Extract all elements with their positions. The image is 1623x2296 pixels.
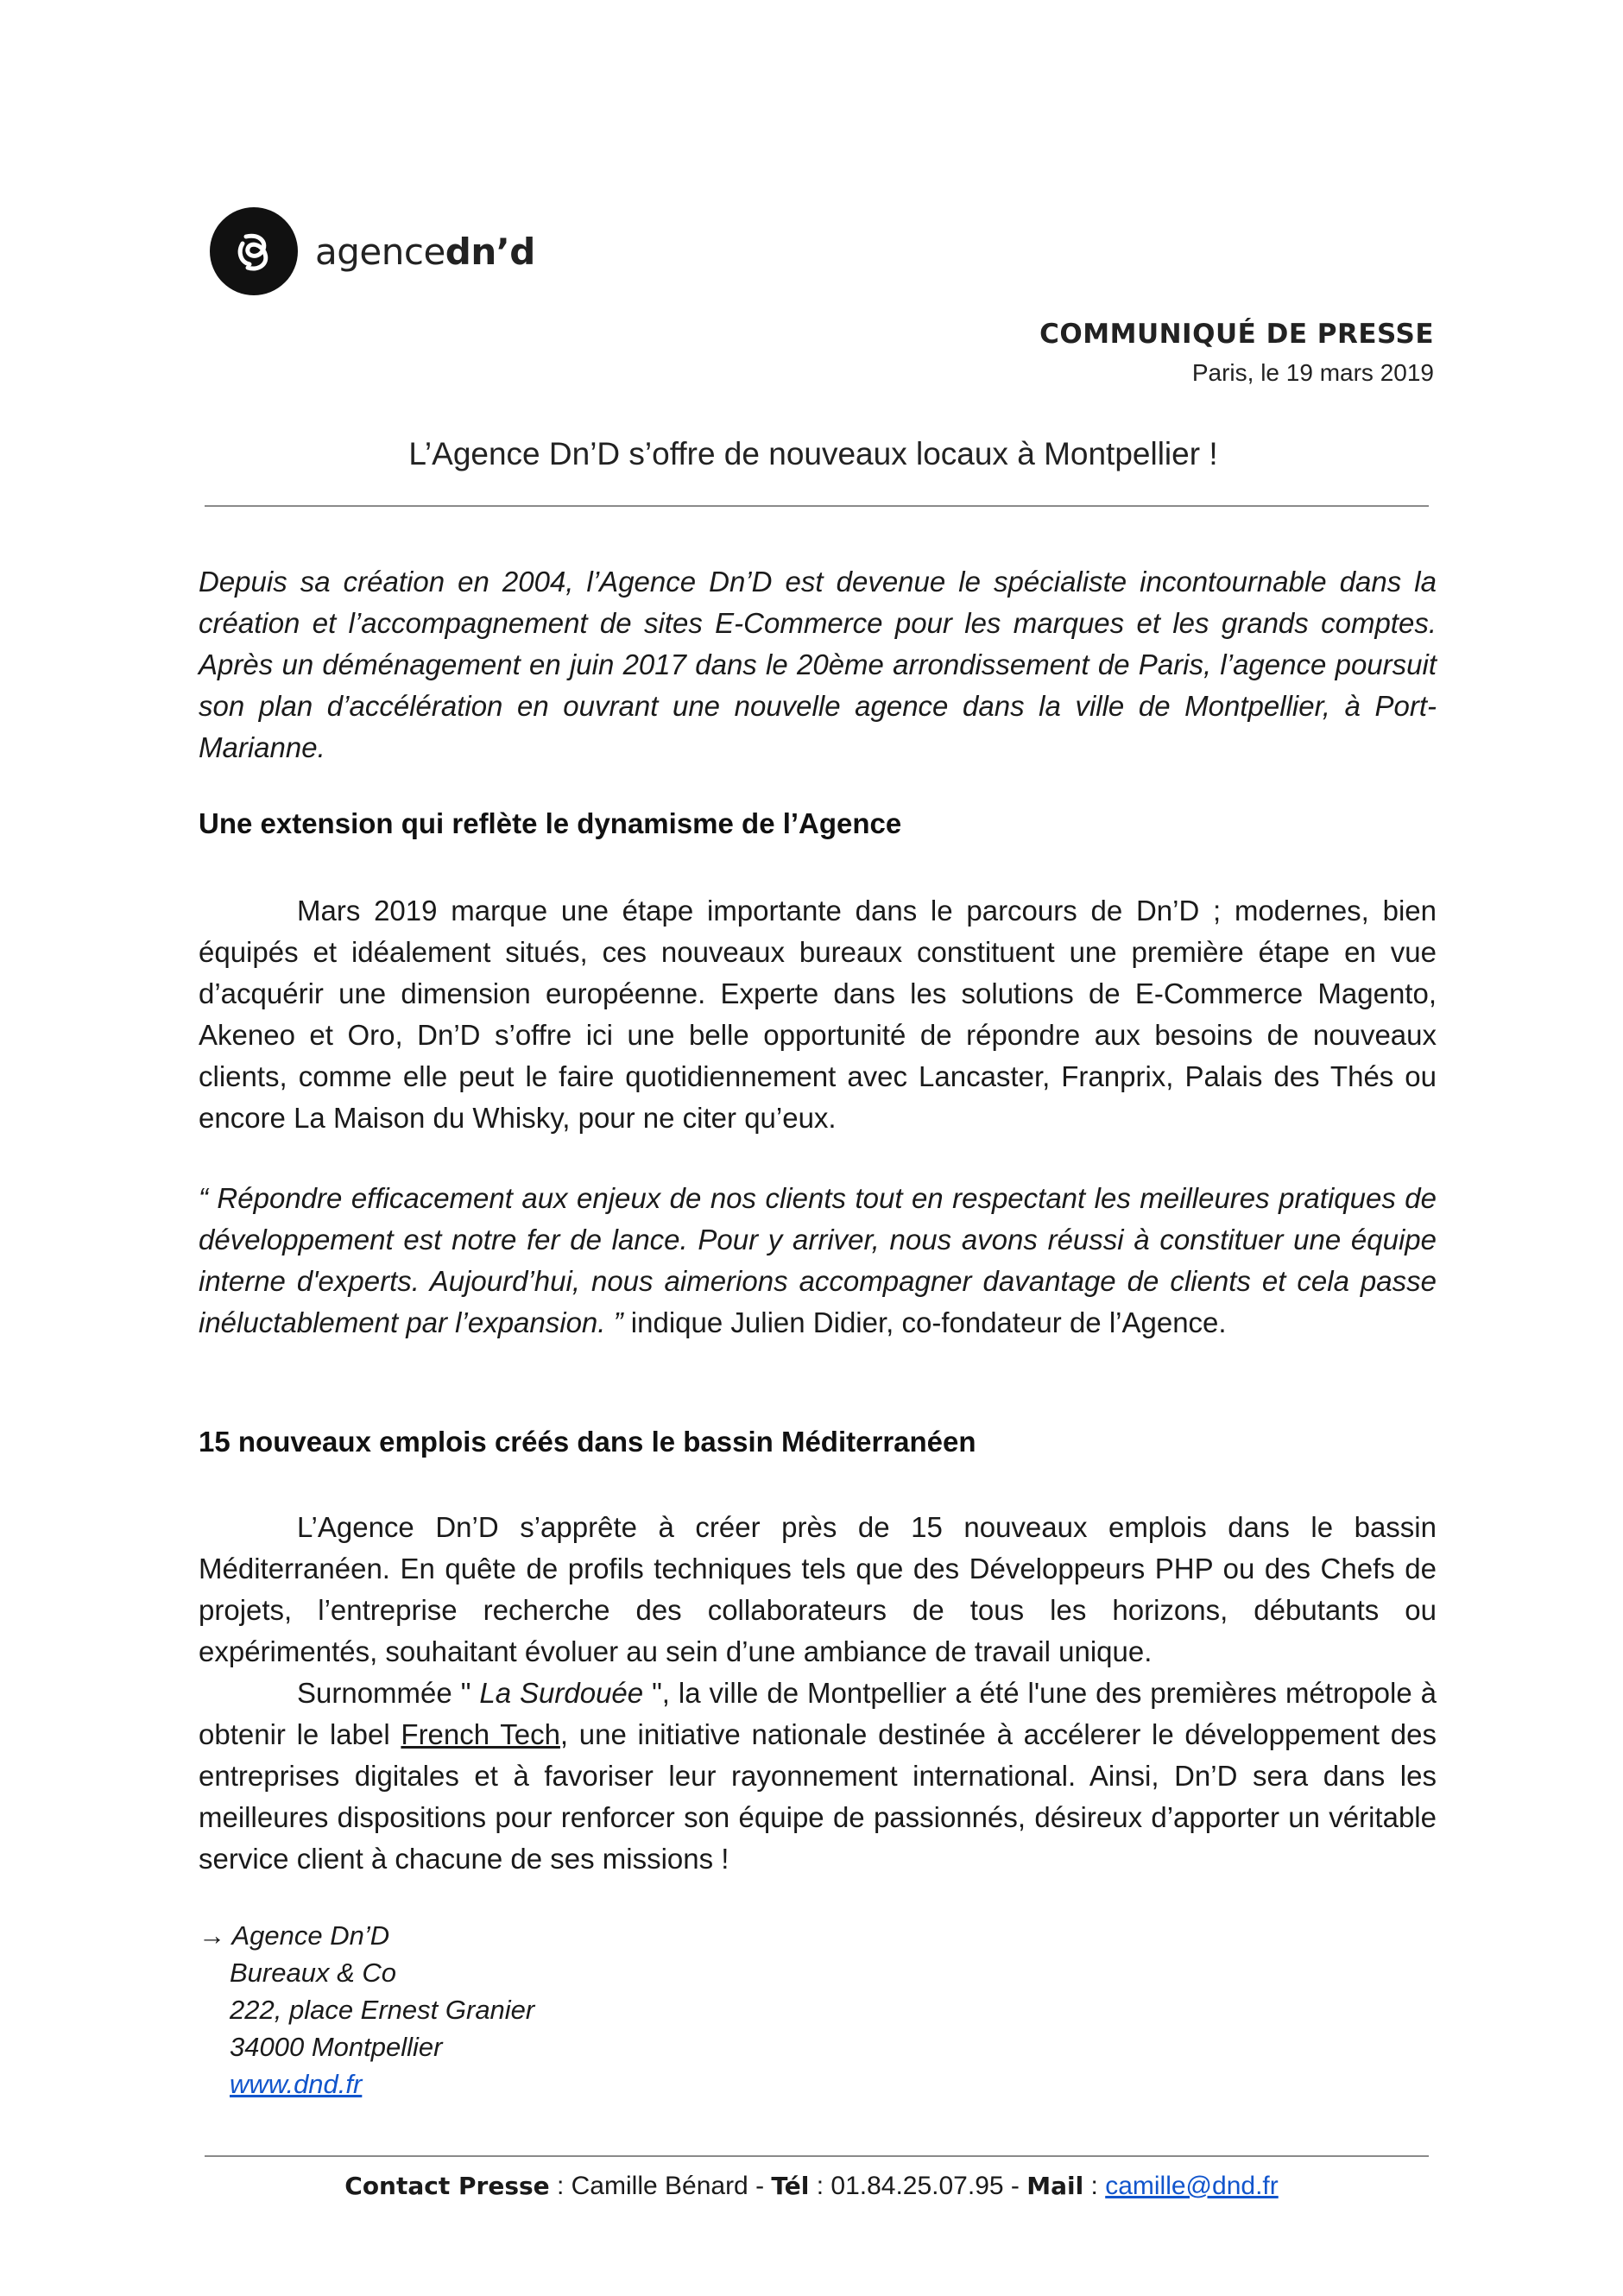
address-company: → Agence Dn’D [199,1920,390,1951]
brand-logo [210,207,535,295]
section2-paragraph-2: Surnommée " La Surdouée ", la ville de Montpellier a été l'une des premières métropole à obtenir le label French Tech, une initiative nationale destinée à accélerer le développement des entreprises digitales et à favoriser leur rayonnement international. Ainsi, Dn’D sera dans les meilleures dispositions pour renforcer son équipe de passionnés, désireux d’apporter un véritable service client à chacune de ses missions ! [199,1677,1437,1875]
french-tech-link[interactable]: French Tech [401,1718,560,1750]
quote-text: “ Répondre efficacement aux enjeux de nos clients tout en respectant les meilleures pratiques de développement est notre fer de lance. Pour y arriver, nous avons réussi à constituer une équipe interne d'experts. Aujourd’hui, nous aimerions accompagner davantage de clients et cela passe inéluctablement par l’expansion. ” [199,1182,1437,1338]
section-heading-jobs: 15 nouveaux emplois créés dans le bassin Méditerranéen [199,1426,976,1458]
release-date: Paris, le 19 mars 2019 [1191,359,1434,386]
contact-label: Contact Presse [344,2172,550,2200]
press-release-label: COMMUNIQUÉ DE PRESSE [1039,319,1434,350]
mail-label: Mail [1026,2172,1084,2200]
dnd-swirl-logo-icon [210,207,298,295]
title-divider [205,505,1429,507]
email-link[interactable]: camille@dnd.fr [1105,2172,1279,2200]
tel-label: Tél [771,2172,810,2200]
section-heading-extension: Une extension qui reflète le dynamisme de l’Agence [199,807,902,839]
address-line-3: 34000 Montpellier [230,2032,443,2062]
section1-paragraph: Mars 2019 marque une étape importante dans le parcours de Dn’D ; modernes, bien équipés et idéalement situés, ces nouveaux bureaux constituent une première étape en vue d’acquérir une dimension européenne. Experte dans les solutions de E-Commerce Magento, Akeneo et Oro, Dn’D s’offre ici une belle opportunité de répondre aux besoins de nouveaux clients, comme elle peut le faire quotidiennement avec Lancaster, Franprix, Palais des Thés ou encore La Maison du Whisky, pour ne citer qu’eux. [199,895,1437,1134]
logo-wordmark: agencedn’d [315,230,535,273]
website-link[interactable]: www.dnd.fr [230,2069,363,2099]
address-block [199,1917,534,2103]
section2-paragraph-1: L’Agence Dn’D s’apprête à créer près de 15 nouveaux emplois dans le bassin Méditerranéen. En quête de profils techniques tels que des Développeurs PHP ou des Chefs de projets, l’entreprise recherche des collaborateurs de tous les horizons, débutants ou expérimentés, souhaitant évoluer au sein d’une ambiance de travail unique. [199,1511,1437,1667]
footer-divider [205,2155,1429,2157]
arrow-icon: → [199,1920,225,1951]
address-line-2: 222, place Ernest Granier [230,1995,535,2025]
quote-paragraph [199,1178,1437,1344]
footer-contact: Contact Presse : Camille Bénard - Tél : 01.84.25.07.95 - Mail : camille@dnd.fr [344,2172,1279,2200]
quote-attribution: indique Julien Didier, co-fondateur de l’Agence. [622,1306,1227,1338]
address-line-1: Bureaux & Co [230,1958,396,1988]
intro-paragraph: Depuis sa création en 2004, l’Agence Dn’D est devenue le spécialiste incontournable dans la création et l’accompagnement de sites E-Commerce pour les marques et les grands comptes. Après un déménagement en juin 2017 dans le 20ème arrondissement de Paris, l’agence poursuit son plan d’accélération en ouvrant une nouvelle agence dans la ville de Montpellier, à Port-Marianne. [199,566,1437,763]
document-title: L’Agence Dn’D s’offre de nouveaux locaux à Montpellier ! [408,436,1218,471]
nickname-text: La Surdouée [479,1677,644,1709]
